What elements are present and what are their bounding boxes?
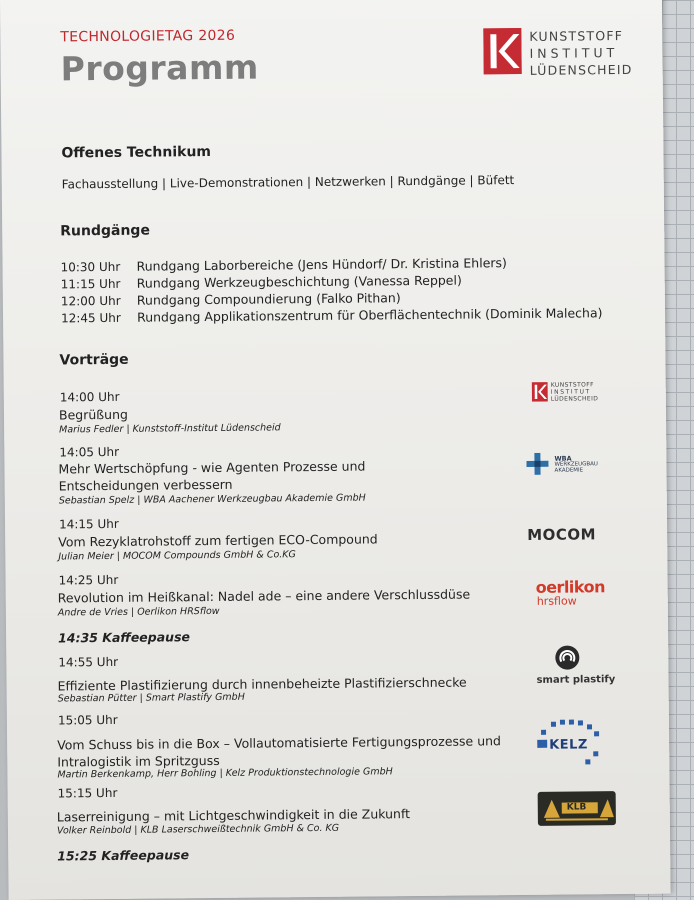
talk-title: Vom Schuss bis in die Box – Vollautomatisierte Fertigungsprozesse und xyxy=(57,733,502,753)
tour-time: 12:00 Uhr xyxy=(60,293,121,309)
talk-speaker: Martin Berkenkamp, Herr Bohling | Kelz Produktionstechnologie GmbH xyxy=(57,766,393,781)
talk-time: 15:05 Uhr xyxy=(57,712,118,728)
talk-title: Effiziente Plastifizierung durch innenbeheizte Plastifizierschnecke xyxy=(57,674,467,694)
talk-title: Vom Rezyklatrohstoff zum fertigen ECO-Compound xyxy=(58,531,378,550)
wba-cross-icon xyxy=(526,453,548,475)
talk-time: 14:00 Uhr xyxy=(59,389,120,405)
talk-speaker: Julian Meier | MOCOM Compounds GmbH & Co.KG xyxy=(58,549,296,563)
vortraege-heading: Vorträge xyxy=(59,351,129,369)
smart-plastify-logo xyxy=(536,644,616,693)
tour-text: Rundgang Werkzeugbeschichtung (Vanessa Reppel) xyxy=(136,272,462,291)
tour-time: 12:45 Uhr xyxy=(60,310,121,326)
page-title: Programm xyxy=(60,47,259,89)
rundgaenge-heading: Rundgänge xyxy=(60,222,150,240)
mocom-logo: MOCOM xyxy=(527,525,597,544)
coffee-break: 15:25 Kaffeepause xyxy=(57,847,190,864)
logo-line-3: LÜDENSCHEID xyxy=(529,61,633,78)
tour-time: 10:30 Uhr xyxy=(60,259,121,275)
talk-speaker: Andre de Vries | Oerlikon HRSflow xyxy=(57,605,220,619)
event-title: TECHNOLOGIETAG 2026 xyxy=(60,27,236,46)
tour-time: 11:15 Uhr xyxy=(60,276,121,292)
tour-text: Rundgang Applikationszentrum für Oberflächentechnik (Dominik Malecha) xyxy=(136,305,603,325)
wba-logo xyxy=(526,452,606,477)
talk-time: 14:25 Uhr xyxy=(58,572,119,588)
talk-time: 14:05 Uhr xyxy=(59,444,120,460)
talk-time: 14:55 Uhr xyxy=(58,654,119,670)
tour-text: Rundgang Laborbereiche (Jens Hündorf/ Dr. Kristina Ehlers) xyxy=(136,255,507,274)
tour-text: Rundgang Compoundierung (Falko Pithan) xyxy=(136,290,401,308)
kelz-logo xyxy=(537,719,603,770)
ki-small-line-2: INSTITUT xyxy=(550,388,591,396)
hrsflow-logo-text: hrsflow xyxy=(536,594,577,608)
talk-speaker: Marius Fedler | Kunststoff-Institut Lüdenscheid xyxy=(59,422,281,436)
talk-title: Laserreinigung – mit Lichtgeschwindigkeit in die Zukunft xyxy=(56,806,411,825)
logo-line-2: INSTITUT xyxy=(529,45,619,61)
ki-small-logo xyxy=(532,381,602,406)
talk-title: Begrüßung xyxy=(58,406,128,423)
oerlikon-logo: oerlikon xyxy=(535,577,606,597)
smart-plastify-icon xyxy=(554,644,580,670)
talk-time: 14:15 Uhr xyxy=(58,516,119,532)
talk-time: 15:15 Uhr xyxy=(57,785,118,801)
talk-title-line2: Entscheidungen verbessern xyxy=(58,476,233,494)
k-logo-icon xyxy=(532,382,548,402)
ki-small-line-1: KUNSTSTOFF xyxy=(550,381,594,389)
coffee-break: 14:35 Kaffeepause xyxy=(58,629,191,646)
smart-plastify-text: smart plastify xyxy=(536,674,616,686)
kunststoff-institut-logo xyxy=(483,27,633,88)
logo-line-1: KUNSTSTOFF xyxy=(529,28,624,44)
talk-speaker: Volker Reinbold | KLB Laserschweißtechnik GmbH & Co. KG xyxy=(56,822,340,837)
ki-small-line-3: LÜDENSCHEID xyxy=(550,395,599,403)
talk-title-line2: Intralogistik im Spritzguss xyxy=(57,752,220,770)
talk-title: Revolution im Heißkanal: Nadel ade – eine andere Verschlussdüse xyxy=(57,586,471,606)
talk-speaker: Sebastian Spelz | WBA Aachener Werkzeugbau Akademie GmbH xyxy=(58,492,366,507)
wba-line-2: WERKZEUGBAU xyxy=(554,461,598,468)
talk-speaker: Sebastian Pütter | Smart Plastify GmbH xyxy=(57,691,245,705)
k-logo-icon xyxy=(483,28,521,74)
technikum-heading: Offenes Technikum xyxy=(61,143,212,162)
technikum-items: Fachausstellung | Live-Demonstrationen | Netzwerken | Rundgänge | Büfett xyxy=(61,173,515,192)
klb-text: KLB xyxy=(566,802,587,813)
wba-line-1: WBA xyxy=(554,454,572,463)
wba-line-3: AKADEMIE xyxy=(554,467,584,474)
kelz-text: KELZ xyxy=(549,737,588,753)
klb-logo xyxy=(538,791,616,826)
talk-title: Mehr Wertschöpfung - wie Agenten Prozesse und xyxy=(58,458,366,477)
